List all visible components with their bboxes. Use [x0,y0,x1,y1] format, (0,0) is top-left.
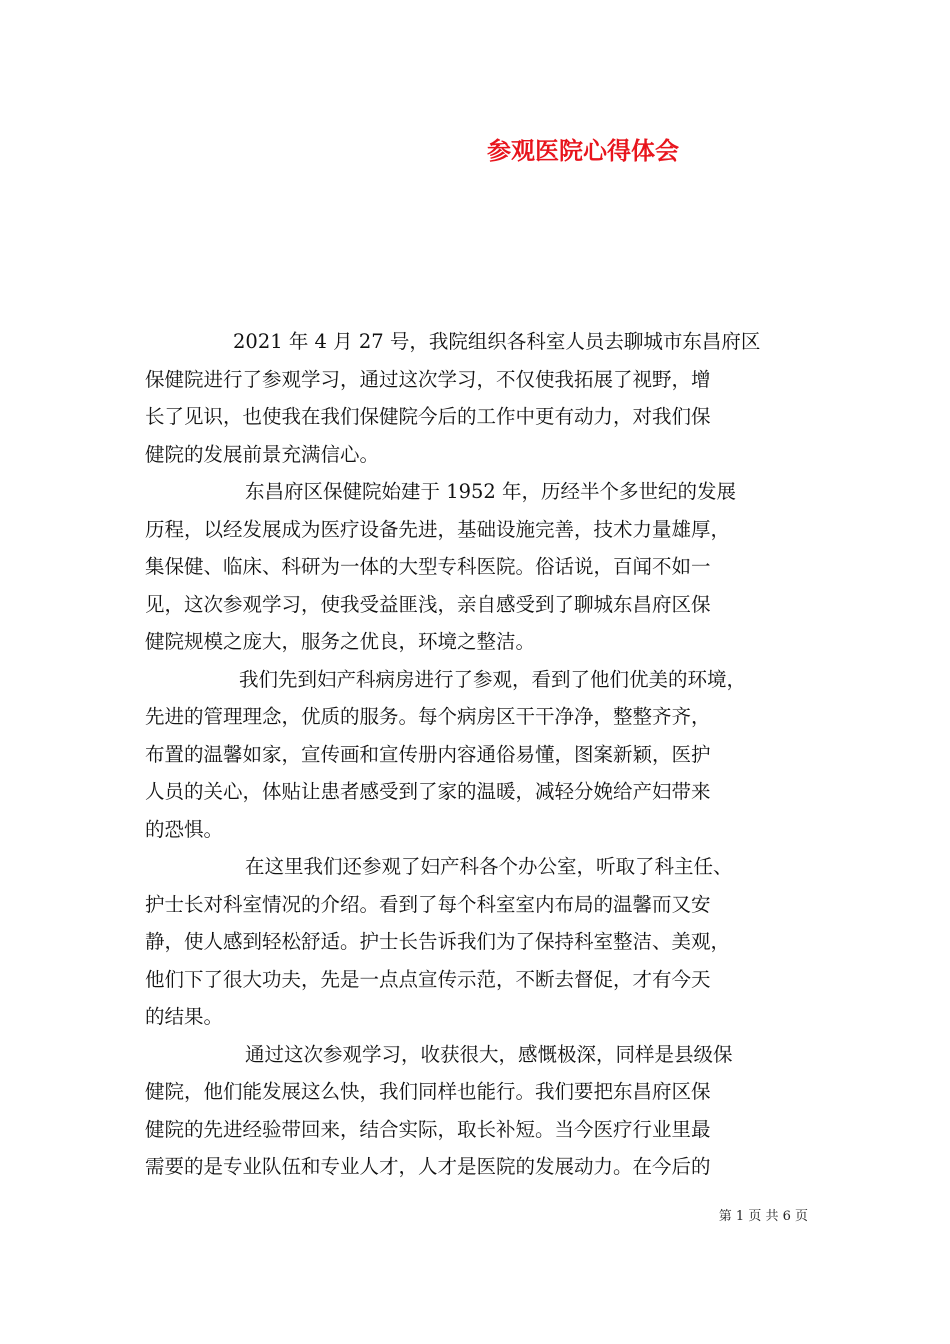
text-line: 长了见识，也使我在我们保健院今后的工作中更有动力，对我们保 [145,405,711,428]
text-line: 健院的先进经验带回来，结合实际，取长补短。当今医疗行业里最 [145,1117,711,1141]
text-line: 需要的是专业队伍和专业人才，人才是医院的发展动力。在今后的 [145,1155,711,1178]
text-line: 静，使人感到轻松舒适。护士长告诉我们为了保持科室整洁、美观， [145,930,731,953]
paragraph [145,1036,825,1186]
page-title: 参观医院心得体会 [487,137,679,165]
text-line: 健院，他们能发展这么快，我们同样也能行。我们要把东昌府区保 [145,1080,711,1103]
text-line: 我们先到妇产科病房进行了参观，看到了他们优美的环境， [239,667,747,691]
text-line: 健院规模之庞大，服务之优良，环境之整洁。 [145,630,536,653]
paragraph [145,661,825,849]
paragraph [145,473,825,661]
page-number: 第 1 页 共 6 页 [718,1209,808,1224]
text-line: 的恐惧。 [145,817,224,841]
text-line: 健院的发展前景充满信心。 [145,442,380,466]
text-line: 先进的管理理念，优质的服务。每个病房区干干净净，整整齐齐， [145,705,711,728]
text-line: 通过这次参观学习，收获很大，感慨极深，同样是县级保 [245,1042,733,1066]
text-line: 护士长对科室情况的介绍。看到了每个科室室内布局的温馨而又安 [145,892,711,916]
text-line: 的结果。 [145,1005,224,1028]
text-line: 历程，以经发展成为医疗设备先进，基础设施完善，技术力量雄厚， [145,517,731,541]
paragraph [145,848,825,1036]
text-line: 见，这次参观学习，使我受益匪浅，亲自感受到了聊城东昌府区保 [145,592,711,616]
text-line: 集保健、临床、科研为一体的大型专科医院。俗话说，百闻不如一 [145,555,711,578]
text-line: 在这里我们还参观了妇产科各个办公室，听取了科主任、 [245,855,733,878]
text-line: 东昌府区保健院始建于 1952 年，历经半个多世纪的发展 [245,480,737,503]
text-line: 他们下了很大功夫，先是一点点宣传示范，不断去督促，才有今天 [145,967,711,991]
text-line: 2021 年 4 月 27 号，我院组织各科室人员去聊城市东昌府区 [233,330,761,353]
paragraph [145,323,825,473]
document-body [145,323,825,1186]
text-line: 人员的关心，体贴让患者感受到了家的温暖，减轻分娩给产妇带来 [145,780,711,803]
text-line: 布置的温馨如家，宣传画和宣传册内容通俗易懂，图案新颖，医护 [145,742,711,766]
text-line: 保健院进行了参观学习，通过这次学习，不仅使我拓展了视野，增 [145,367,711,391]
